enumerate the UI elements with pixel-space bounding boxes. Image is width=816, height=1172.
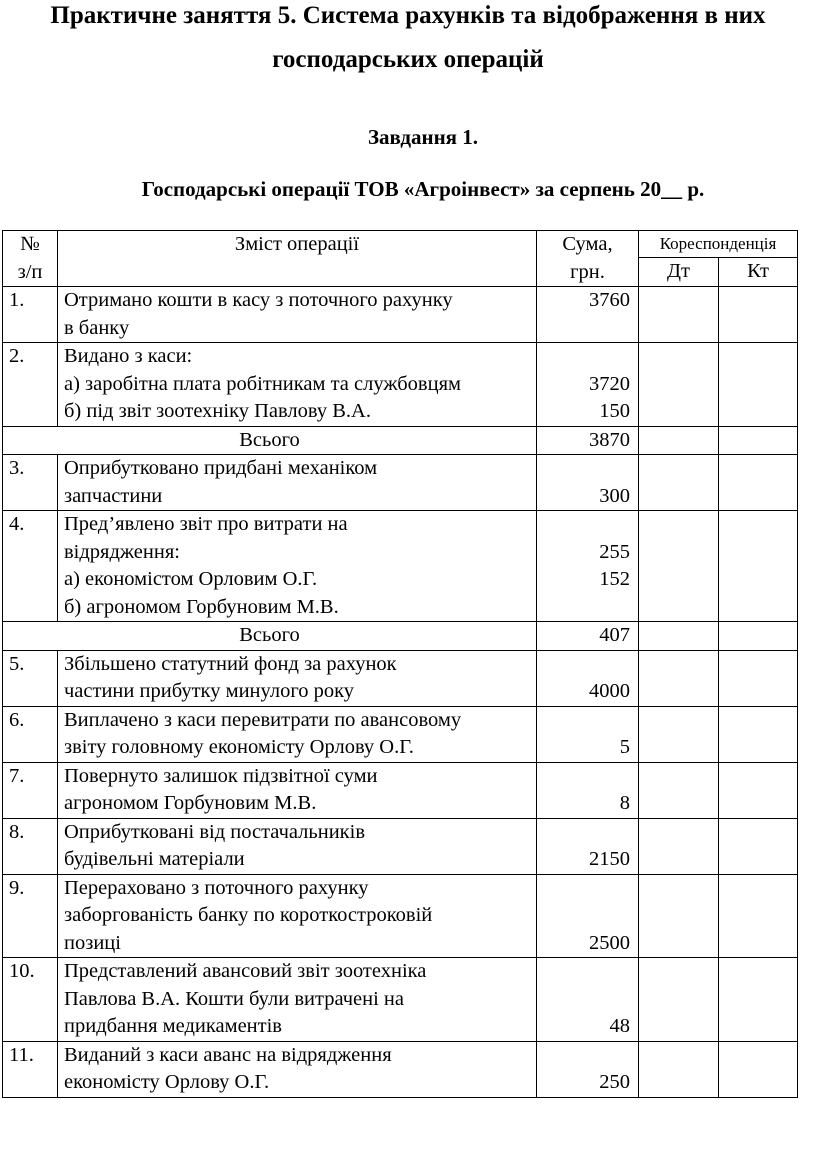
row-number: 11. xyxy=(3,1041,58,1097)
operation-text xyxy=(58,455,537,511)
operation-sum xyxy=(537,874,639,958)
operation-text-line: Представлений авансовий звіт зоотехніка xyxy=(64,960,427,982)
operation-text xyxy=(58,706,537,762)
sum-line xyxy=(537,343,630,371)
total-label: Всього xyxy=(3,426,537,455)
operation-sum xyxy=(537,958,639,1042)
sum-line: 255 xyxy=(599,540,630,563)
operation-text-line: позиці xyxy=(64,931,121,954)
sum-line: 2500 xyxy=(589,931,630,954)
table-row xyxy=(3,511,798,622)
operation-text-line: Перераховано з поточного рахунку xyxy=(64,876,369,899)
sum-line xyxy=(537,511,630,539)
operation-text xyxy=(58,1041,537,1097)
credit-cell xyxy=(719,622,798,651)
operation-text xyxy=(58,343,537,427)
sum-line: 250 xyxy=(599,1071,630,1093)
sum-line: 150 xyxy=(599,400,630,422)
operation-sum xyxy=(537,650,639,706)
debit-cell xyxy=(639,622,719,651)
page-title-line-1: Практичне заняття 5. Система рахунків та відображення в них xyxy=(50,2,766,29)
operation-sum xyxy=(537,343,639,427)
sum-line: 5 xyxy=(619,736,630,758)
sum-line xyxy=(537,707,630,735)
table-row xyxy=(3,706,798,762)
row-number: 7. xyxy=(3,762,58,818)
table-row xyxy=(3,455,798,511)
credit-cell xyxy=(719,343,798,427)
operation-text-line: Виплачено з каси перевитрати по авансовому xyxy=(64,708,462,731)
header-credit: Кт xyxy=(719,258,798,287)
operation-text-line: частини прибутку минулого року xyxy=(64,680,355,702)
table-row xyxy=(3,1041,798,1097)
operation-text-line: б) під звіт зоотехніку Павлову В.А. xyxy=(64,400,371,422)
debit-cell xyxy=(639,343,719,427)
debit-cell xyxy=(639,762,719,818)
task-title: Завдання 1. xyxy=(367,125,479,149)
header-sum xyxy=(537,231,639,287)
operation-sum xyxy=(537,762,639,818)
debit-cell xyxy=(639,455,719,511)
operation-text xyxy=(58,762,537,818)
sum-line xyxy=(537,594,630,622)
operation-text-line: Оприбутковані від постачальників xyxy=(64,820,366,843)
row-number: 1. xyxy=(3,287,58,343)
row-number: 2. xyxy=(3,343,58,427)
operation-text-line: Видано з каси: xyxy=(64,345,193,367)
sum-line: 300 xyxy=(599,484,630,507)
total-row xyxy=(3,426,798,455)
table-header-row xyxy=(3,231,798,258)
credit-cell xyxy=(719,706,798,762)
sum-line xyxy=(537,819,630,847)
sum-line: 4000 xyxy=(589,680,630,702)
table-row xyxy=(3,762,798,818)
debit-cell xyxy=(639,706,719,762)
operations-table xyxy=(2,230,798,1098)
operation-text-line: запчастини xyxy=(64,484,163,507)
debit-cell xyxy=(639,874,719,958)
debit-cell xyxy=(639,818,719,874)
sum-line xyxy=(537,455,630,483)
operation-text-line: Збільшено статутний фонд за рахунок xyxy=(64,652,397,675)
header-number xyxy=(3,231,58,287)
total-row xyxy=(3,622,798,651)
sum-line xyxy=(537,651,630,679)
credit-cell xyxy=(719,426,798,455)
sum-line: 3720 xyxy=(589,372,630,395)
sum-line xyxy=(537,902,630,930)
row-number: 10. xyxy=(3,958,58,1042)
header-sum-line-1: Сума, xyxy=(562,233,613,255)
credit-cell xyxy=(719,818,798,874)
row-number: 8. xyxy=(3,818,58,874)
total-label: Всього xyxy=(3,622,537,651)
operation-text-line: Отримано кошти в касу з поточного рахунку xyxy=(64,289,453,311)
operation-text xyxy=(58,287,537,343)
operation-text-line: в банку xyxy=(64,316,130,339)
operation-text-line: придбання медикаментів xyxy=(64,1015,282,1037)
header-number-line-2: з/п xyxy=(17,260,43,283)
operation-sum xyxy=(537,818,639,874)
credit-cell xyxy=(719,958,798,1042)
debit-cell xyxy=(639,650,719,706)
debit-cell xyxy=(639,287,719,343)
credit-cell xyxy=(719,1041,798,1097)
operation-sum xyxy=(537,1041,639,1097)
table-body xyxy=(3,287,798,1098)
header-correspondence: Кореспонденція xyxy=(639,231,798,258)
operation-text-line: Павлова В.А. Кошти були витрачені на xyxy=(64,987,405,1010)
table-row xyxy=(3,343,798,427)
row-number: 3. xyxy=(3,455,58,511)
credit-cell xyxy=(719,511,798,622)
operation-text-line: заборгованість банку по короткостроковій xyxy=(64,904,433,926)
operation-text-line: відрядження: xyxy=(64,540,180,563)
sum-line xyxy=(537,1042,630,1070)
operation-text xyxy=(58,650,537,706)
row-number: 5. xyxy=(3,650,58,706)
total-sum: 3870 xyxy=(537,426,639,455)
table-row xyxy=(3,650,798,706)
debit-cell xyxy=(639,1041,719,1097)
sum-line: 3760 xyxy=(589,289,630,311)
operation-text-line: а) заробітна плата робітникам та службовцям xyxy=(64,372,461,395)
header-number-line-1: № xyxy=(20,233,40,255)
operation-sum xyxy=(537,511,639,622)
table-row xyxy=(3,958,798,1042)
operation-text-line: Повернуто залишок підзвітної суми xyxy=(64,764,378,787)
operation-text-line: Виданий з каси аванс на відрядження xyxy=(64,1043,392,1066)
operation-text xyxy=(58,874,537,958)
row-number: 4. xyxy=(3,511,58,622)
sum-line: 152 xyxy=(599,568,630,590)
total-sum: 407 xyxy=(537,622,639,651)
table-row xyxy=(3,874,798,958)
credit-cell xyxy=(719,287,798,343)
operation-text-line: звіту головному економісту Орлову О.Г. xyxy=(64,736,414,758)
header-sum-line-2: грн. xyxy=(570,260,605,283)
sum-line xyxy=(537,315,630,343)
sum-line xyxy=(537,875,630,903)
operation-text-line: б) агрономом Горбуновим М.В. xyxy=(64,595,339,618)
debit-cell xyxy=(639,511,719,622)
row-number: 6. xyxy=(3,706,58,762)
row-number: 9. xyxy=(3,874,58,958)
credit-cell xyxy=(719,650,798,706)
table-title: Господарські операції ТОВ «Агроінвест» за серпень 20__ р. xyxy=(141,177,705,201)
operation-sum xyxy=(537,706,639,762)
operation-text xyxy=(58,818,537,874)
header-debit: Дт xyxy=(639,258,719,287)
debit-cell xyxy=(639,426,719,455)
sum-line xyxy=(537,763,630,791)
sum-line: 8 xyxy=(619,792,630,814)
operation-text xyxy=(58,958,537,1042)
sum-line xyxy=(537,986,630,1014)
sum-line: 48 xyxy=(609,1015,630,1037)
credit-cell xyxy=(719,762,798,818)
operation-sum xyxy=(537,287,639,343)
page-title-line-2: господарських операцій xyxy=(272,46,544,73)
operation-text-line: а) економістом Орловим О.Г. xyxy=(64,568,318,590)
operation-sum xyxy=(537,455,639,511)
credit-cell xyxy=(719,874,798,958)
debit-cell xyxy=(639,958,719,1042)
table-row xyxy=(3,287,798,343)
header-content: Зміст операції xyxy=(58,231,537,287)
credit-cell xyxy=(719,455,798,511)
table-row xyxy=(3,818,798,874)
sum-line: 2150 xyxy=(589,848,630,870)
operation-text xyxy=(58,511,537,622)
operation-text-line: економісту Орлову О.Г. xyxy=(64,1071,270,1093)
operation-text-line: Оприбутковано придбані механіком xyxy=(64,457,378,479)
operation-text-line: Пред’явлено звіт про витрати на xyxy=(64,513,348,535)
sum-line xyxy=(537,958,630,986)
operation-text-line: агрономом Горбуновим М.В. xyxy=(64,792,317,814)
operation-text-line: будівельні матеріали xyxy=(64,848,245,870)
